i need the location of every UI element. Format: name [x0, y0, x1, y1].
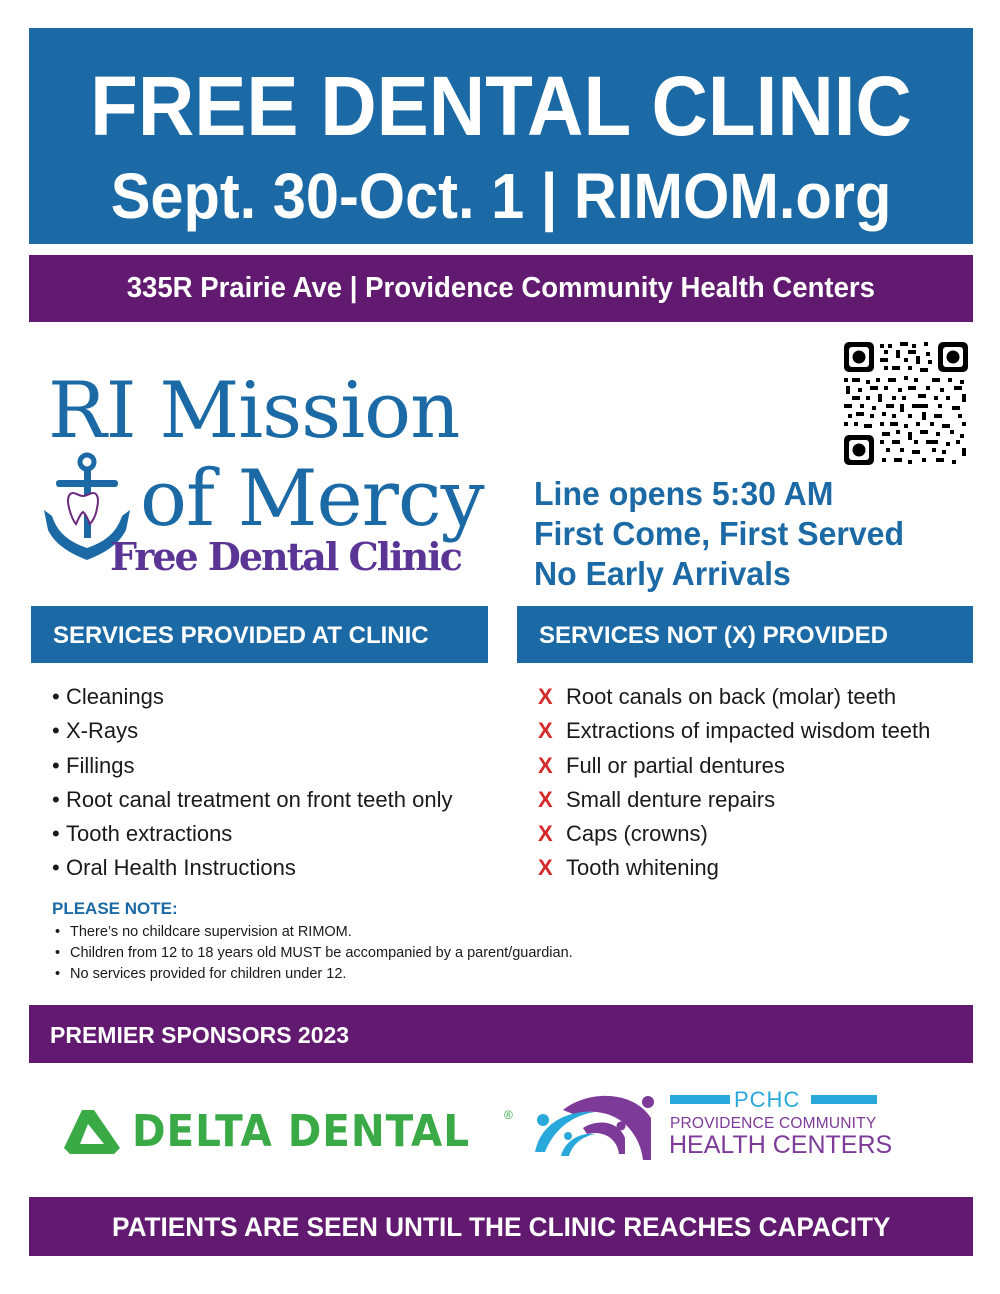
pchc-name-line-1: PROVIDENCE COMMUNITY: [670, 1115, 877, 1132]
capacity-notice: [29, 1197, 973, 1256]
address-band: [29, 255, 973, 322]
x-mark-icon: X: [538, 684, 553, 709]
note-list: [52, 922, 573, 985]
capacity-notice-text: PATIENTS ARE SEEN UNTIL THE CLINIC REACHES CAPACITY: [111, 1212, 891, 1242]
bullet-icon: •: [52, 786, 60, 812]
note-item: • No services provided for children under 12.: [52, 964, 573, 985]
line-opens-time: Line opens 5:30 AM: [534, 475, 834, 512]
registered-mark: ®: [504, 1108, 513, 1122]
list-item: • Tooth extractions: [52, 817, 452, 851]
logo-line-2: of Mercy: [140, 454, 484, 544]
x-mark-icon: X: [538, 786, 553, 812]
pchc-arcs-icon: [533, 1088, 658, 1160]
page-title: FREE DENTAL CLINIC: [90, 59, 912, 153]
bullet-icon: •: [55, 945, 61, 961]
services-provided-heading: SERVICES PROVIDED AT CLINIC: [31, 606, 488, 663]
services-not-provided-list: [538, 680, 930, 886]
logo-line-3: Free Dental Clinic: [110, 534, 461, 579]
pchc-bar-right: [811, 1095, 877, 1104]
bullet-icon: •: [52, 718, 60, 744]
list-item: X Small denture repairs: [538, 783, 930, 817]
bullet-icon: •: [52, 821, 60, 847]
rimom-logo: [40, 366, 500, 587]
list-item: • X-Rays: [52, 714, 452, 748]
list-item: X Caps (crowns): [538, 817, 930, 851]
arrival-info: [534, 474, 915, 594]
note-title: PLEASE NOTE:: [52, 899, 178, 918]
list-item: • Oral Health Instructions: [52, 851, 452, 885]
x-mark-icon: X: [538, 752, 553, 778]
list-item: • Cleanings: [52, 680, 452, 714]
note-item: • There’s no childcare supervision at RIMOM.: [52, 922, 573, 943]
no-early-arrivals: No Early Arrivals: [534, 555, 791, 592]
date-and-website: Sept. 30-Oct. 1 | RIMOM.org: [110, 160, 892, 232]
list-item: X Full or partial dentures: [538, 749, 930, 783]
bullet-icon: •: [52, 752, 60, 778]
list-item: • Root canal treatment on front teeth only: [52, 783, 452, 817]
services-provided-list: [52, 680, 452, 886]
bullet-icon: •: [55, 966, 61, 982]
pchc-acronym: PCHC: [734, 1087, 801, 1112]
list-item: X Tooth whitening: [538, 851, 930, 885]
bullet-icon: •: [52, 684, 60, 709]
first-come-first-served: First Come, First Served: [534, 515, 905, 552]
x-mark-icon: X: [538, 718, 553, 744]
delta-dental-wordmark: DELTA DENTAL: [132, 1106, 471, 1157]
please-note: [52, 898, 573, 985]
services-not-provided-heading: SERVICES NOT (X) PROVIDED: [517, 606, 973, 663]
sponsors-heading: PREMIER SPONSORS 2023: [29, 1005, 973, 1063]
x-mark-icon: X: [538, 821, 553, 847]
x-mark-icon: X: [538, 855, 553, 881]
bullet-icon: •: [55, 924, 61, 940]
address-text: 335R Prairie Ave | Providence Community Health Centers: [126, 272, 876, 304]
bullet-icon: •: [52, 855, 60, 881]
delta-triangle-icon: [64, 1110, 120, 1154]
logo-line-1: RI Mission: [48, 366, 460, 456]
note-item: • Children from 12 to 18 years old MUST be accompanied by a parent/guardian.: [52, 943, 573, 964]
list-item: X Extractions of impacted wisdom teeth: [538, 714, 930, 748]
pchc-logo: [533, 1087, 893, 1162]
header-banner: [29, 28, 973, 244]
list-item: X Root canals on back (molar) teeth: [538, 680, 930, 714]
pchc-name-line-2: HEALTH CENTERS: [669, 1131, 893, 1159]
list-item: • Fillings: [52, 749, 452, 783]
pchc-bar-left: [670, 1095, 730, 1104]
qr-code-icon[interactable]: [842, 340, 970, 467]
